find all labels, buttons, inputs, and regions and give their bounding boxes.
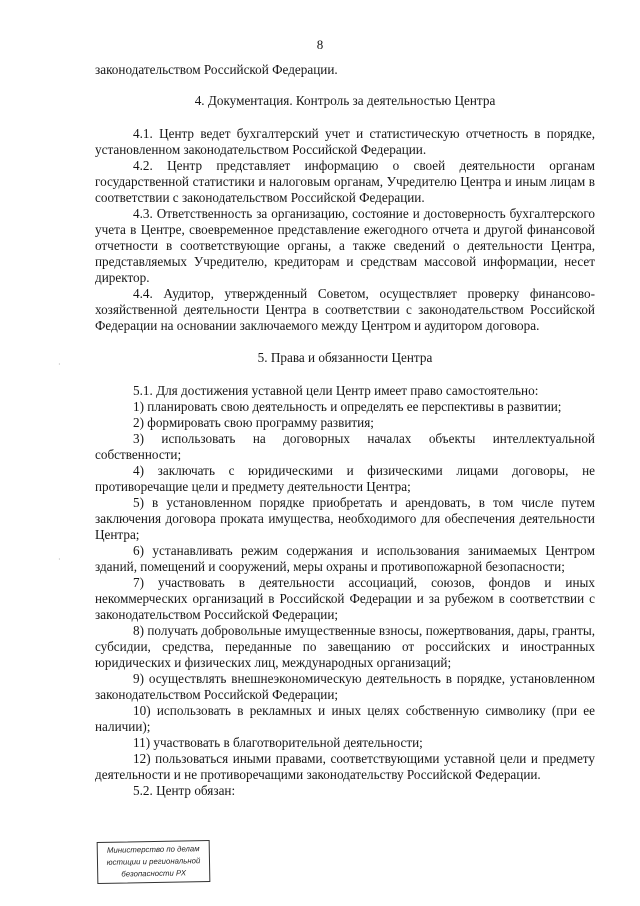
rights-item-11: 11) участвовать в благотворительной деятельности; xyxy=(133,735,423,750)
rights-item-9: 9) осуществлять внешнеэкономическую деятельность в порядке, установленном законодательством Российской Федерации; xyxy=(95,671,595,702)
rights-item-7: 7) участвовать в деятельности ассоциаций, союзов, фондов и иных некоммерческих организаций в Российской Федерации и за рубежом в соответствии с законодательством Российской Федерации; xyxy=(95,575,595,622)
paragraph-4-3: 4.3. Ответственность за организацию, состояние и достоверность бухгалтерского учета в Центре, своевременное представление ежегодного отчета и другой финансовой отчетности в соответствующие органы, а также сведений о деятельности Центра, представляемых Учредителю, кредиторам и средствам массовой информации, несет директор. xyxy=(95,206,595,285)
rights-item-2: 2) формировать свою программу развития; xyxy=(133,415,374,430)
registration-stamp xyxy=(97,840,211,884)
section-4-heading: 4. Документация. Контроль за деятельностью Центра xyxy=(194,93,496,108)
paragraph-4-4: 4.4. Аудитор, утвержденный Советом, осуществляет проверку финансово-хозяйственной деятельности Центра в соответствии с законодательством Российской Федерации на основании заключаемого между Центром и аудитором договора. xyxy=(95,286,595,333)
rights-item-3: 3) использовать на договорных началах объекты интеллектуальной собственности; xyxy=(95,431,595,462)
stamp-line: Министерство по делам xyxy=(106,844,200,855)
paragraph-4-2: 4.2. Центр представляет информацию о своей деятельности органам государственной статистики и налоговым органам, Учредителю Центра и иным лицам в соответствии с законодательством Российской Федерации. xyxy=(95,158,595,205)
rights-item-5: 5) в установленном порядке приобретать и арендовать, в том числе путем заключения договора проката имущества, необходимого для обеспечения деятельности Центра; xyxy=(95,495,595,542)
paragraph-5-2: 5.2. Центр обязан: xyxy=(133,783,236,798)
paragraph-4-1: 4.1. Центр ведет бухгалтерский учет и статистическую отчетность в порядке, установленном законодательством Российской Федерации. xyxy=(95,126,595,157)
margin-mark: · xyxy=(58,360,61,369)
rights-item-6: 6) устанавливать режим содержания и использования занимаемых Центром зданий, помещений и сооружений, меры охраны и противопожарной безопасности; xyxy=(95,543,595,574)
document-body xyxy=(95,62,595,799)
page-number: 8 xyxy=(316,37,324,52)
rights-item-1: 1) планировать свою деятельность и определять ее перспективы в развитии; xyxy=(133,399,562,414)
intro-line: законодательством Российской Федерации. xyxy=(95,62,338,77)
rights-item-4: 4) заключать с юридическими и физическими лицами договоры, не противоречащие цели и предмету деятельности Центра; xyxy=(95,463,595,494)
margin-mark: · xyxy=(58,555,61,564)
stamp-line: юстиции и региональной xyxy=(106,856,201,867)
rights-item-8: 8) получать добровольные имущественные взносы, пожертвования, дары, гранты, субсидии, средства, переданные по завещанию от российских и иностранных юридических и физических лиц, международных организаций; xyxy=(95,623,595,670)
stamp-line: безопасности РХ xyxy=(121,868,187,879)
paragraph-5-1: 5.1. Для достижения уставной цели Центр имеет право самостоятельно: xyxy=(133,383,539,398)
rights-item-10: 10) использовать в рекламных и иных целях собственную символику (при ее наличии); xyxy=(95,703,595,734)
section-5-heading: 5. Права и обязанности Центра xyxy=(257,350,433,365)
rights-item-12: 12) пользоваться иными правами, соответствующими уставной цели и предмету деятельности и не противоречащими законодательству Российской Федерации. xyxy=(95,751,595,782)
